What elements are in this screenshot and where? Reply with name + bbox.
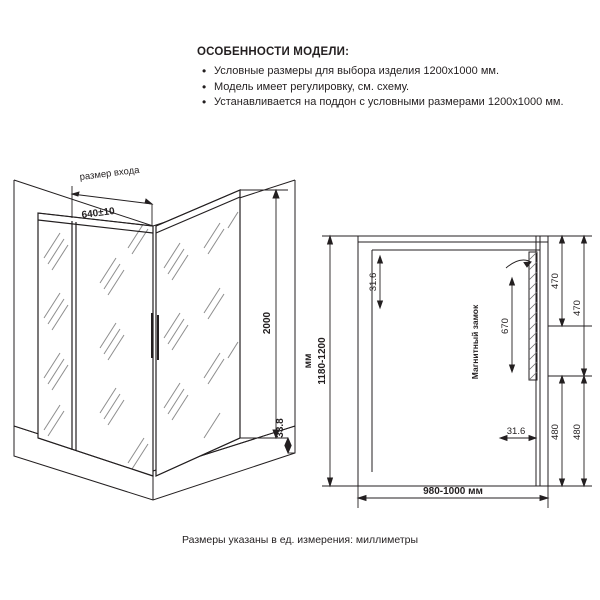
list-item: • Модель имеет регулировку, см. схему. [214,80,587,95]
right-470-a-label: 470 [550,273,561,289]
inner-height-label: 670 [500,318,511,334]
height-bottom-label: 33.8 [275,418,286,438]
elevation-drawing [300,216,600,516]
features-list [197,64,587,110]
thickness-top-label: 31.6 [368,272,379,292]
list-item: • Условные размеры для выбора изделия 1200x1000 мм. [214,64,587,79]
list-item: • Устанавливается на поддон с условными размерами 1200x1000 мм. [214,95,587,110]
right-470-b-label: 470 [572,300,583,316]
entry-title-label: размер входа [79,164,141,183]
left-height-units-label: мм [303,353,314,369]
thickness-bottom-label: 31.6 [506,426,526,437]
bottom-width-label: 980-1000 мм [423,486,483,497]
footnote: Размеры указаны в ед. измерения: миллиметры [181,534,419,546]
right-480-a-label: 480 [550,424,561,440]
features-block [197,46,587,111]
isometric-drawing [0,108,310,508]
features-title: ОСОБЕННОСТИ МОДЕЛИ: [197,46,350,58]
entry-value-label: 640±10 [81,206,116,221]
magnetic-lock-label: Магнитный замок [470,304,480,380]
right-480-b-label: 480 [572,424,583,440]
height-total-label: 2000 [262,311,273,335]
left-height-range-label: 1180-1200 [317,337,328,385]
